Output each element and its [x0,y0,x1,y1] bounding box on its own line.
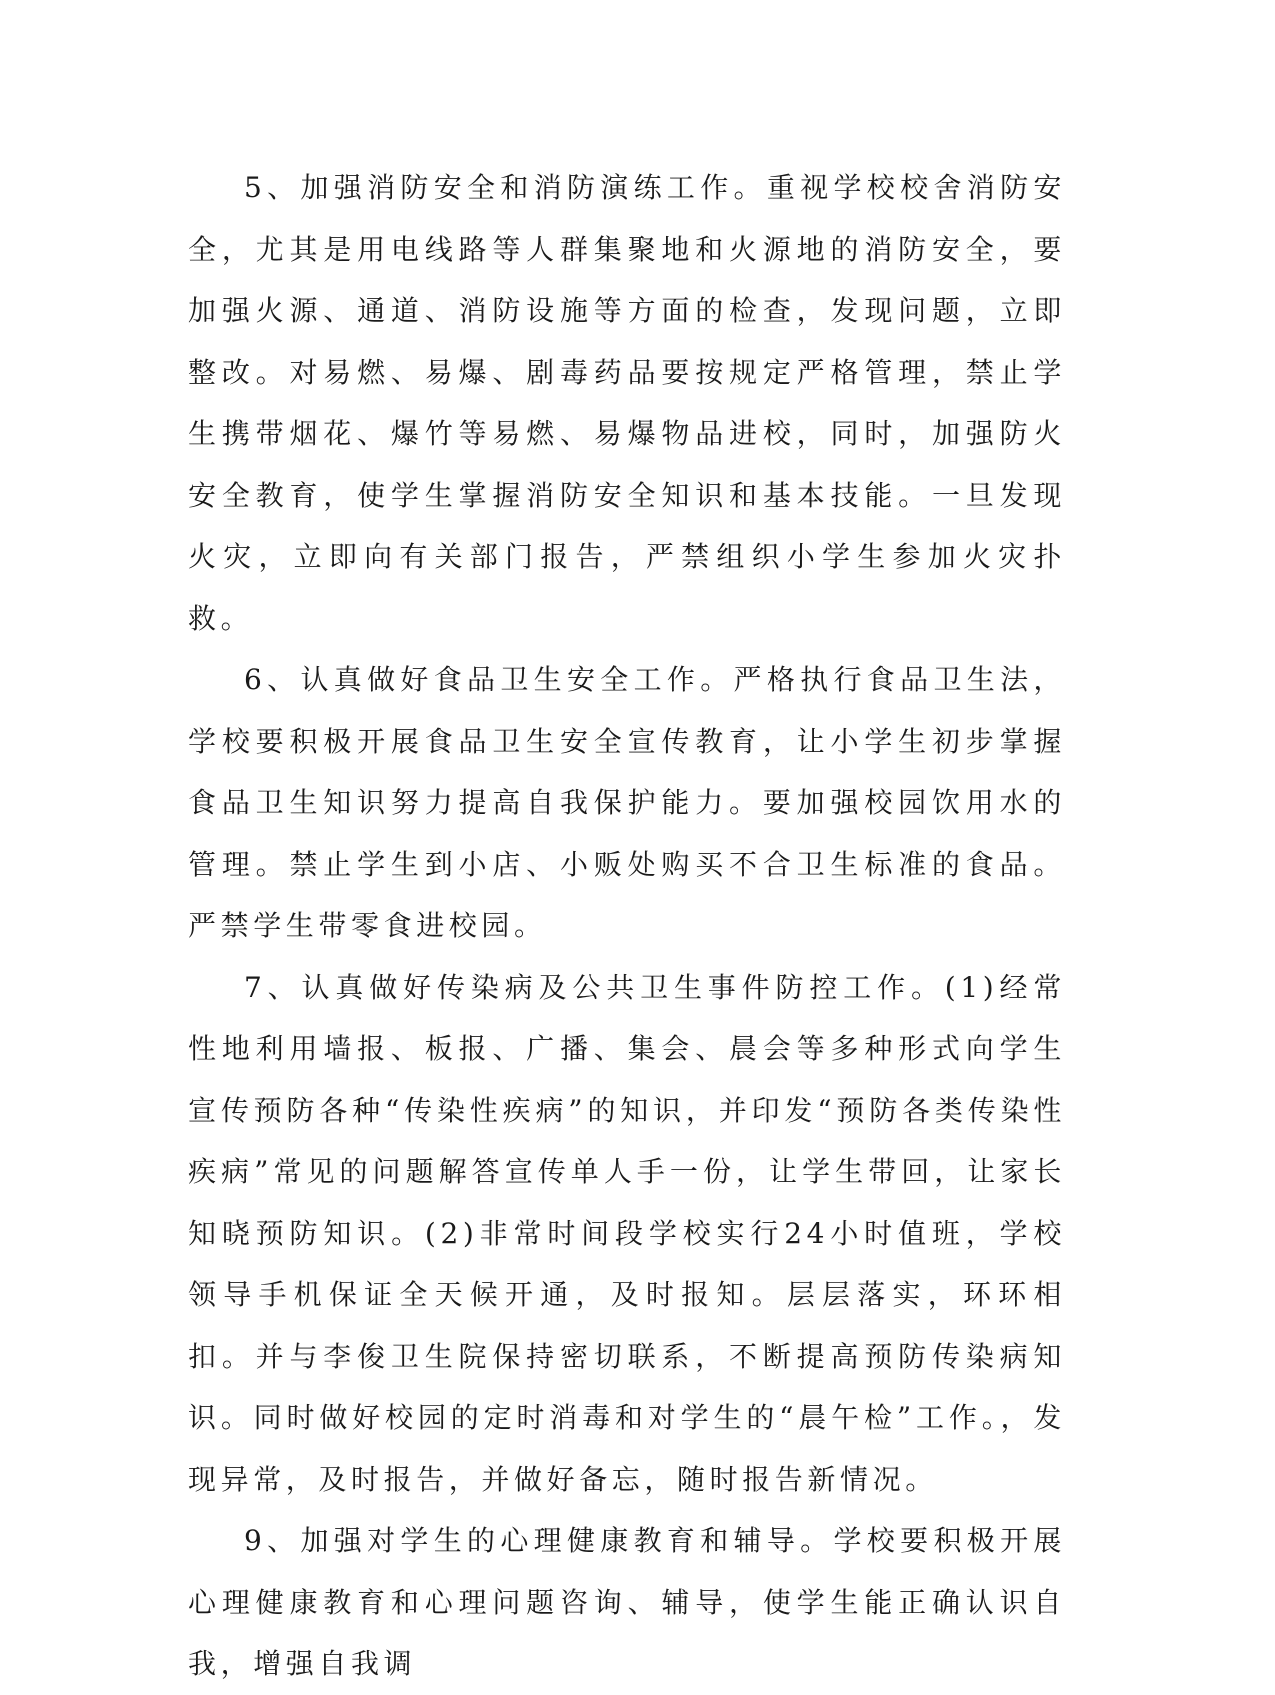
paragraph-mental-health: 9、加强对学生的心理健康教育和辅导。学校要积极开展心理健康教育和心理问题咨询、辅导，使学生能正确认识自我，增强自我调 [188,1524,1066,1680]
paragraph-fire-safety: 5、加强消防安全和消防演练工作。重视学校校舍消防安全，尤其是用电线路等人群集聚地和火源地的消防安全，要加强火源、通道、消防设施等方面的检查，发现问题，立即整改。对易燃、易爆、剧毒药品要按规定严格管理，禁止学生携带烟花、爆竹等易燃、易爆物品进校，同时，加强防火安全教育，使学生掌握消防安全知识和基本技能。一旦发现火灾，立即向有关部门报告，严禁组织小学生参加火灾扑救。 [188,171,1066,635]
paragraph-disease-control: 7、认真做好传染病及公共卫生事件防控工作。(1)经常性地利用墙报、板报、广播、集会、晨会等多种形式向学生宣传预防各种“传染性疾病”的知识，并印发“预防各类传染性疾病”常见的问题解答宣传单人手一份，让学生带回，让家长知晓预防知识。(2)非常时间段学校实行24小时值班，学校领导手机保证全天候开通，及时报知。层层落实，环环相扣。并与李俊卫生院保持密切联系，不断提高预防传染病知识。同时做好校园的定时消毒和对学生的“晨午检”工作。，发现异常，及时报告，并做好备忘，随时报告新情况。 [188,970,1066,1496]
document-body [188,157,1066,1695]
paragraph-food-safety: 6、认真做好食品卫生安全工作。严格执行食品卫生法，学校要积极开展食品卫生安全宣传教育，让小学生初步掌握食品卫生知识努力提高自我保护能力。要加强校园饮用水的管理。禁止学生到小店、小贩处购买不合卫生标准的食品。严禁学生带零食进校园。 [188,663,1066,942]
